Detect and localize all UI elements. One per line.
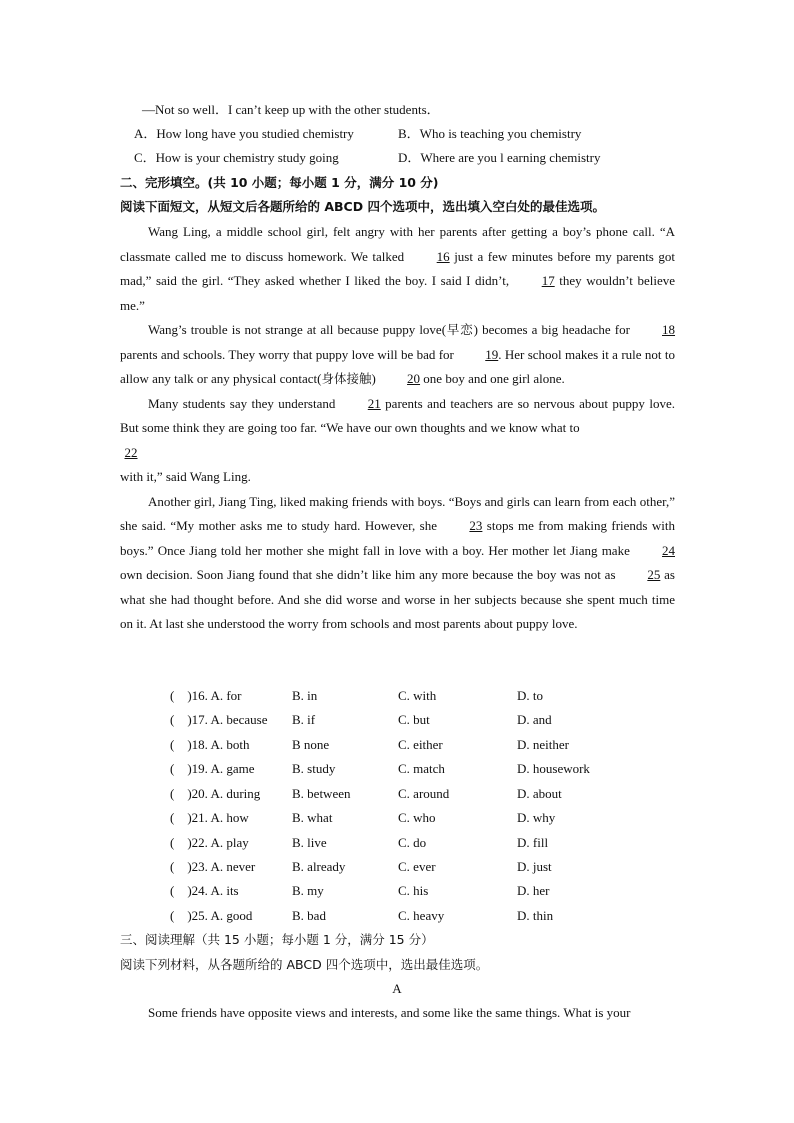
option-row: ( )25. A. good B. bad C. heavy D. thin	[170, 908, 554, 923]
option-row: ( )22. A. play B. live C. do D. fill	[170, 835, 549, 850]
q15-option-a: A．How long have you studied chemistry	[134, 126, 354, 141]
blank-23: 23	[469, 518, 483, 533]
option-row: ( )23. A. never B. already C. ever D. just	[170, 859, 552, 874]
passage-paragraph-3-end: with it,” said Wang Ling.	[120, 469, 251, 484]
passage-paragraph-1: Wang Ling, a middle school girl, felt angry with her parents after getting a boy’s phone call. “A classmate called me to discuss homework. We talked 16 just a few minutes before my parents got mad,” said the girl. “They asked whether I liked the boy. I said I didn’t, 17 they wouldn’t believe me.”	[120, 224, 676, 313]
option-row: ( )16. A. for B. in C. with D. to	[170, 688, 543, 703]
section3-heading: 三、阅读理解（共 15 小题；每小题 1 分，满分 15 分）	[120, 932, 434, 947]
q15-option-c: C．How is your chemistry study going	[134, 150, 339, 165]
blank-17: 17	[541, 273, 555, 288]
cloze-passage	[120, 220, 675, 637]
blank-25: 25	[647, 567, 661, 582]
blank-22: 22	[124, 444, 138, 460]
blank-22-line	[120, 441, 675, 466]
passage-paragraph-4: Another girl, Jiang Ting, liked making friends with boys. “Boys and girls can learn from each other,” she said. “My mother asks me to study hard. However, she 23 stops me from making friends with boys.” Once Jiang told her mother she might fall in love with a boy. Her mother let Jiang make 24 own decision. Soon Jiang found that she didn’t like him any more because the boy was not as 25 as what she had thought before. And she did worse and worse in her subjects because she spent much time on it. At last she understood the worry from schools and most parents about puppy love.	[120, 493, 675, 631]
option-row: ( )24. A. its B. my C. his D. her	[170, 883, 550, 898]
section2-instruction: 阅读下面短文，从短文后各题所给的 ABCD 四个选项中，选出填入空白处的最佳选项。	[120, 199, 605, 214]
blank-20: 20	[407, 371, 421, 386]
section2-heading: 二、完形填空。(共 10 小题；每小题 1 分，满分 10 分)	[120, 175, 439, 190]
option-row: ( )19. A. game B. study C. match D. housework	[170, 761, 590, 776]
passage-label: A	[392, 981, 402, 996]
passage-paragraph-3: Many students say they understand 21 parents and teachers are so nervous about puppy love. But some think they are going too far. “We have our own thoughts and we know what to	[120, 392, 675, 441]
blank-21: 21	[367, 395, 381, 411]
blank-18: 18	[662, 322, 676, 337]
option-row: ( )20. A. during B. between C. around D. about	[170, 786, 562, 801]
blank-19: 19	[485, 346, 499, 362]
passage-paragraph-2: Wang’s trouble is not strange at all because puppy love(早恋) becomes a big headache for 18 parents and schools. They worry that puppy love will be bad for 19. Her school makes it a rule not to allow any talk or any physical contact(身体接触) 20 one boy and one girl alone.	[120, 318, 675, 392]
option-row: ( )21. A. how B. what C. who D. why	[170, 810, 556, 825]
blank-24: 24	[662, 542, 675, 558]
q15-reply: —Not so well．I can’t keep up with the other students．	[142, 102, 440, 117]
section3-instruction: 阅读下列材料，从各题所给的 ABCD 四个选项中，选出最佳选项。	[120, 957, 489, 972]
blank-16: 16	[436, 248, 450, 264]
q15-option-b: B．Who is teaching you chemistry	[398, 126, 582, 141]
option-row: ( )18. A. both B none C. either D. neither	[170, 737, 569, 752]
q15-option-d: D．Where are you l earning chemistry	[398, 150, 601, 165]
reading-first-line: Some friends have opposite views and interests, and some like the same things. What is your	[148, 1005, 631, 1020]
option-row: ( )17. A. because B. if C. but D. and	[170, 712, 552, 727]
